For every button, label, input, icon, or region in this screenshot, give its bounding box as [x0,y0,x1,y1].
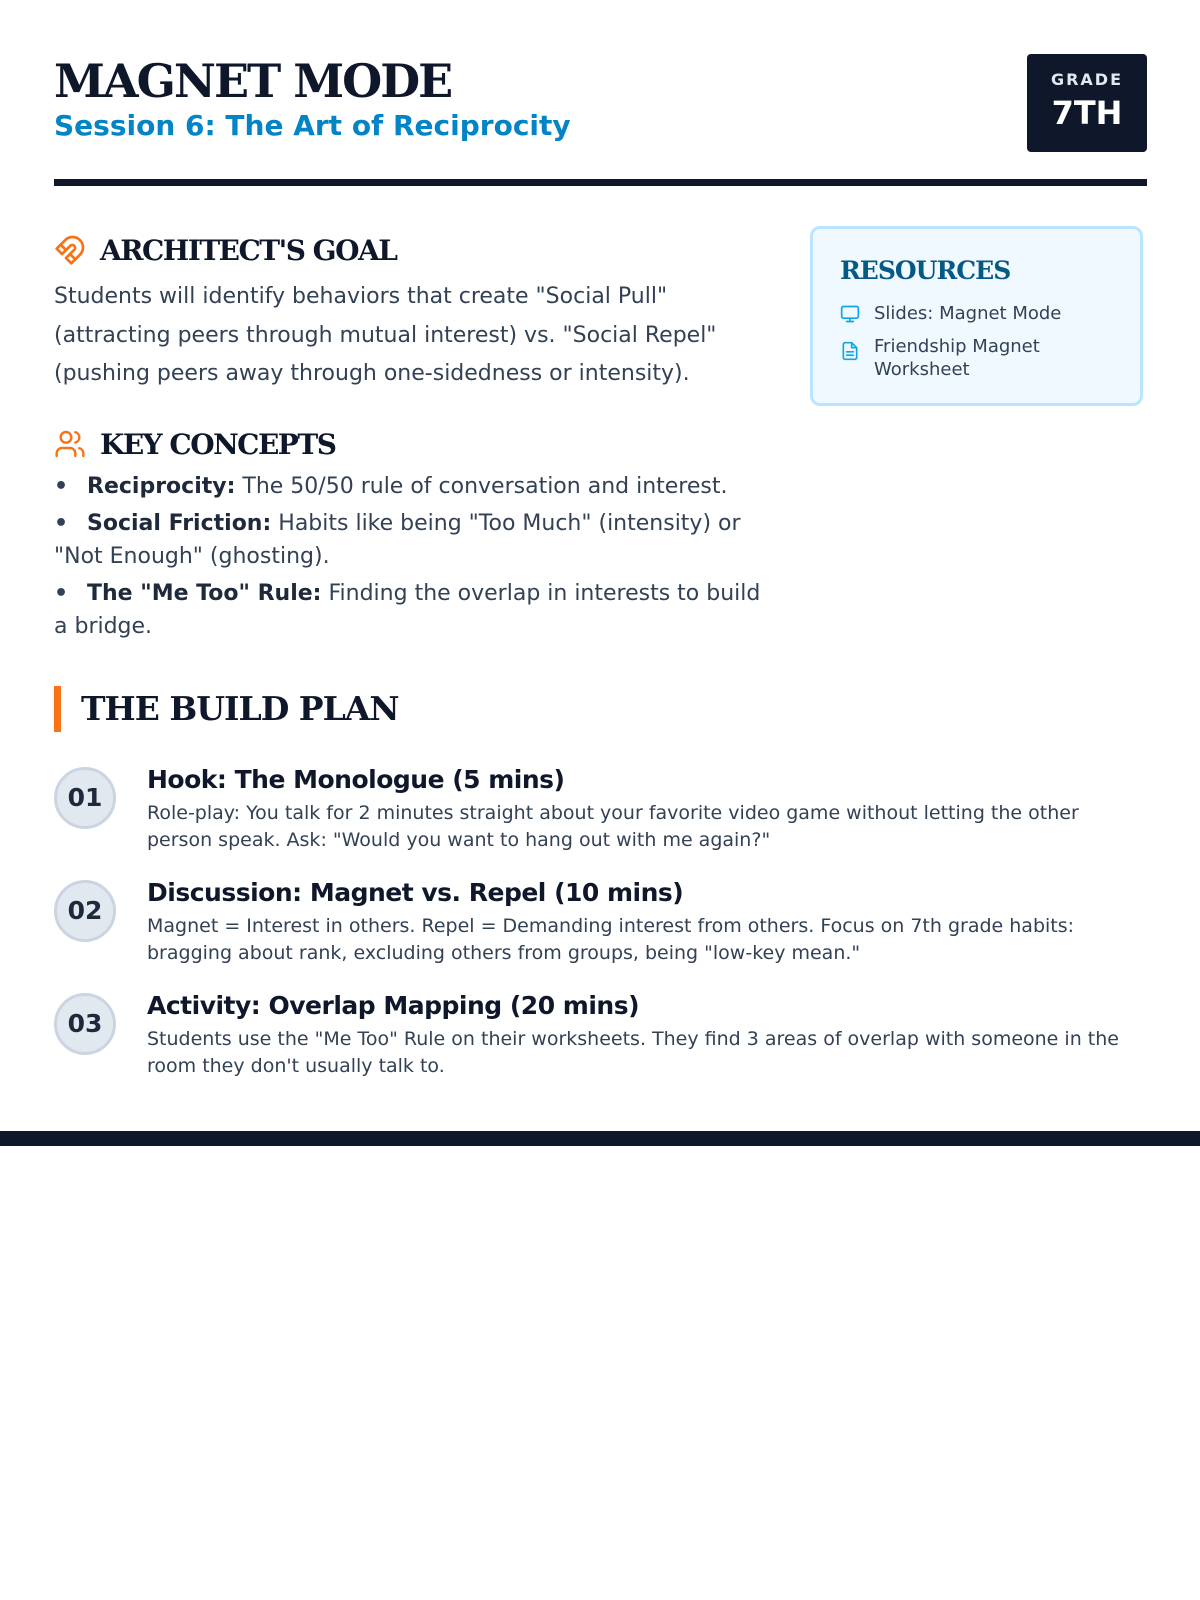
concepts-list [54,470,774,647]
plan-step [54,764,1147,864]
lesson-header [54,54,1147,184]
concept-text: Habits like being "Too Much" (intensity) or "Not Enough" (ghosting). [54,510,741,569]
bullet: • [54,580,69,606]
plan-heading: THE BUILD PLAN [81,689,399,728]
list-item [54,507,774,574]
concept-term: The "Me Too" Rule: [87,580,322,606]
magnet-icon [54,234,86,266]
bullet: • [54,474,69,499]
resource-label: Friendship Magnet Worksheet [874,336,1040,380]
goal-heading-label: ARCHITECT'S GOAL [100,233,397,267]
plan-step [54,877,1147,977]
list-item [54,577,774,644]
step-number: 02 [54,880,116,942]
step-description: Role-play: You talk for 2 minutes straight about your favorite video game without letting the other person speak. Ask: "Would you want to hang out with me again?" [147,802,1079,851]
monitor-icon [840,304,860,324]
list-item [54,470,774,504]
document-icon [840,341,860,361]
step-number: 01 [54,767,116,829]
plan-step [54,990,1147,1090]
step-description: Magnet = Interest in others. Repel = Demanding interest from others. Focus on 7th grade habits: bragging about rank, excluding others from groups, being "low-key mean." [147,915,1075,964]
resource-slides-link[interactable] [840,302,1074,325]
users-icon [54,428,86,460]
resource-worksheet-link[interactable] [840,335,1074,381]
goal-heading [54,230,396,270]
concept-text: Finding the overlap in interests to build a bridge. [54,580,761,639]
resources-title: RESOURCES [840,256,1011,285]
page-title: MAGNET MODE [54,54,452,108]
grade-value: 7TH [1051,94,1123,132]
grade-label: GRADE [1050,70,1124,89]
step-title: Hook: The Monologue (5 mins) [147,765,565,794]
step-number: 03 [54,993,116,1055]
concept-term: Reciprocity: [87,474,236,499]
plan-accent-bar [54,686,61,732]
footer-divider [0,1131,1200,1146]
bullet: • [54,510,69,536]
concept-text: The 50/50 rule of conversation and interest. [235,474,728,499]
step-description: Students use the "Me Too" Rule on their worksheets. They find 3 areas of overlap with someone in the room they don't usually talk to. [147,1028,1119,1077]
goal-text: Students will identify behaviors that create "Social Pull" (attracting peers through mutual interest) vs. "Social Repel" (pushing peers away through one-sidedness or intensity). [54,284,717,386]
header-divider [54,179,1147,186]
step-title: Activity: Overlap Mapping (20 mins) [147,991,640,1020]
concept-term: Social Friction: [87,510,272,536]
resources-panel [810,226,1143,406]
grade-badge [1027,54,1147,152]
concepts-heading [54,424,335,464]
session-subtitle: Session 6: The Art of Reciprocity [54,109,571,142]
resource-label: Slides: Magnet Mode [874,303,1062,324]
concepts-heading-label: KEY CONCEPTS [100,427,336,461]
step-title: Discussion: Magnet vs. Repel (10 mins) [147,878,684,907]
